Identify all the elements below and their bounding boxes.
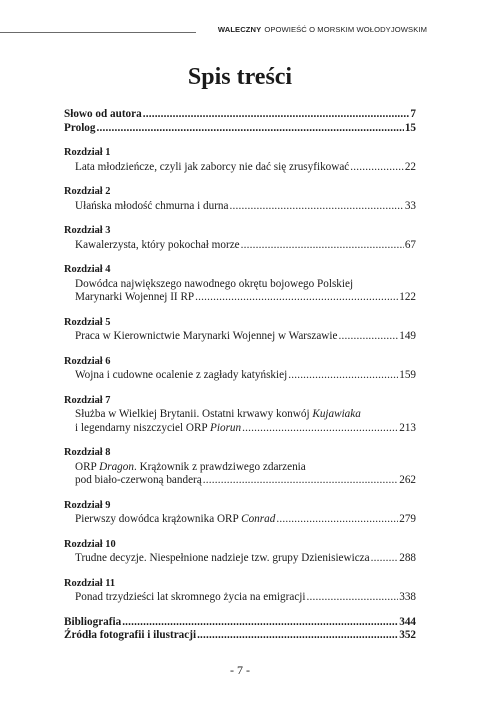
toc-chapter [64,317,416,344]
dot-leader [197,629,398,643]
chapter-label: Rozdział 3 [64,225,111,236]
toc-entry [64,616,416,630]
entry-title: Wojna i cudowne ocalenie z zagłady katyńskiej [75,369,288,381]
dot-leader [307,591,399,605]
chapter-title-line: Dowódca największego nawodnego okrętu bojowego Polskiej [75,277,354,290]
dot-leader [242,422,398,436]
chapter-title-line [64,513,416,527]
entry-page-number: 262 [399,474,416,486]
toc-chapter [64,500,416,527]
toc-chapter [64,578,416,605]
running-head [218,25,427,34]
toc-chapter [64,186,416,213]
chapter-title-line: ORP Dragon. Krążownik z prawdziwego zdarzenia [75,460,306,473]
toc-chapter [64,264,416,305]
toc-chapter [64,447,416,488]
chapter-label: Rozdział 9 [64,499,111,511]
entry-page-number: 352 [399,629,416,641]
toc-entry [64,122,416,136]
dot-leader [97,122,404,136]
chapter-title-line [64,330,416,344]
dot-leader [195,291,398,305]
entry-page-number: 279 [399,513,416,525]
entry-page-number: 67 [404,238,416,251]
dot-leader [338,330,398,344]
dot-leader [143,108,410,122]
spacer [64,605,416,616]
chapter-title-line [64,161,416,175]
entry-title: Kawalerzysta, który pokochał morze [75,238,240,251]
entry-page-number: 122 [399,291,416,303]
entry-title: Pierwszy dowódca krążownika ORP Conrad [75,513,276,525]
entry-title: Źródła fotografii i ilustracji [64,629,197,641]
entry-title: Ułańska młodość chmurna i durna [75,199,229,212]
entry-page-number: 159 [399,369,416,381]
entry-title: Prolog [64,121,96,134]
entry-page-number: 338 [399,591,416,603]
entry-title: i legendarny niszczyciel ORP Piorun [75,421,242,434]
chapter-label: Rozdział 4 [64,264,111,275]
chapter-label: Rozdział 5 [64,316,111,328]
page-number: - 7 - [230,663,250,677]
chapter-title-line [64,369,416,383]
chapter-title-line [64,474,416,488]
page-title: Spis treści [187,64,293,90]
entry-title: Ponad trzydzieści lat skromnego życia na emigracji [75,591,306,603]
dot-leader [371,552,399,566]
dot-leader [288,369,398,383]
entry-title: Słowo od autora [64,108,142,120]
chapter-title-line [64,422,416,436]
entry-title: Praca w Kierownictwie Marynarki Wojennej w Warszawie [75,330,338,342]
chapter-title-line: Służba w Wielkiej Brytanii. Ostatni krwawy konwój Kujawiaka [75,408,361,420]
chapter-label: Rozdział 2 [64,186,111,197]
entry-title: Marynarki Wojennej II RP [75,291,195,303]
entry-page-number: 15 [404,121,416,134]
toc-entry [64,108,416,122]
entry-title: Bibliografia [64,615,122,628]
entry-page-number: 344 [399,615,416,628]
dot-leader [203,474,398,488]
chapter-label: Rozdział 10 [64,538,116,550]
entry-page-number: 213 [399,421,416,434]
chapter-title-line [64,200,416,214]
dot-leader [229,200,403,214]
entry-page-number: 7 [410,108,416,120]
chapter-title-line [64,239,416,253]
dot-leader [276,513,398,527]
chapter-title-line [64,291,416,305]
chapter-label: Rozdział 1 [64,147,111,158]
header-rule [0,32,196,33]
entry-title: pod biało-czerwoną banderą [75,474,202,486]
entry-page-number: 22 [404,160,416,173]
book-brand: WALECZNY [217,25,262,34]
chapter-label: Rozdział 8 [64,447,111,458]
chapter-label: Rozdział 6 [64,355,111,367]
dot-leader [122,616,398,630]
entry-page-number: 33 [404,199,416,212]
entry-page-number: 149 [399,330,416,342]
dot-leader [241,239,404,253]
toc-chapter [64,225,416,252]
chapter-title-line [64,591,416,605]
dot-leader [350,161,404,175]
chapter-title-line [64,552,416,566]
toc-chapter [64,539,416,566]
entry-title: Trudne decyzje. Niespełnione nadzieje tzw. grupy Dzienisiewicza [75,552,370,564]
entry-page-number: 288 [399,552,416,564]
chapter-label: Rozdział 11 [64,577,116,589]
table-of-contents [64,108,416,643]
toc-chapter [64,356,416,383]
toc-entry [64,629,416,643]
toc-chapter [64,395,416,436]
toc-front-matter [64,108,416,135]
toc-back-matter [64,605,416,643]
toc-chapter [64,147,416,174]
toc-chapters [64,147,416,605]
chapter-label: Rozdział 7 [64,394,111,406]
entry-title: Lata młodzieńcze, czyli jak zaborcy nie dać się zrusyfikować [75,160,350,173]
book-subtitle: OPOWIEŚĆ O MORSKIM WOŁODYJOWSKIM [264,25,427,34]
